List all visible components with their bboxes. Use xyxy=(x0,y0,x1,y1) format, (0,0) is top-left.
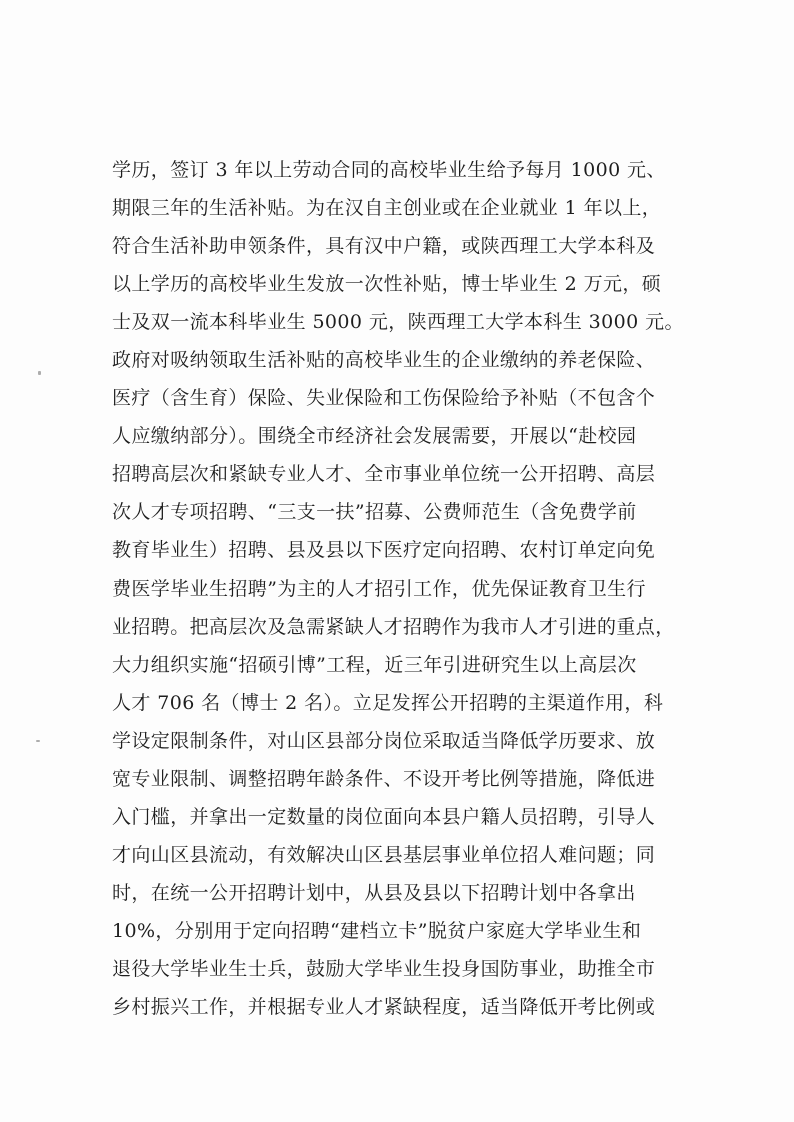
text-line: 教育毕业生）招聘、县及县以下医疗定向招聘、农村订单定向免 xyxy=(112,539,656,562)
scan-speck xyxy=(36,740,40,742)
text-line: 符合生活补助申领条件，具有汉中户籍，或陕西理工大学本科及 xyxy=(112,235,656,258)
text-line: 士及双一流本科毕业生 5000 元，陕西理工大学本科生 3000 元。 xyxy=(112,311,684,334)
text-line: 学设定限制条件，对山区县部分岗位采取适当降低学历要求、放 xyxy=(112,729,656,752)
text-line: 期限三年的生活补贴。为在汉自主创业或在企业就业 1 年以上， xyxy=(112,197,662,220)
text-line: 次人才专项招聘、“三支一扶”招募、公费师范生（含免费学前 xyxy=(112,501,637,524)
text-line: 招聘高层次和紧缺专业人才、全市事业单位统一公开招聘、高层 xyxy=(112,463,656,486)
text-line: 费医学毕业生招聘”为主的人才招引工作，优先保证教育卫生行 xyxy=(112,577,646,600)
text-line: 才向山区县流动，有效解决山区县基层事业单位招人难问题；同 xyxy=(112,843,656,866)
text-line: 学历，签订 3 年以上劳动合同的高校毕业生给予每月 1000 元、 xyxy=(112,159,666,181)
text-line: 政府对吸纳领取生活补贴的高校毕业生的企业缴纳的养老保险、 xyxy=(112,349,656,372)
text-line: 医疗（含生育）保险、失业保险和工伤保险给予补贴（不包含个 xyxy=(112,387,656,410)
scan-speck xyxy=(38,371,41,375)
text-line: 时，在统一公开招聘计划中，从县及县以下招聘计划中各拿出 xyxy=(112,881,636,904)
text-line: 大力组织实施“招硕引博”工程，近三年引进研究生以上高层次 xyxy=(112,653,637,676)
text-line: 人应缴纳部分）。围绕全市经济社会发展需要，开展以“赴校园 xyxy=(112,425,637,448)
text-line: 以上学历的高校毕业生发放一次性补贴，博士毕业生 2 万元，硕 xyxy=(112,273,662,296)
text-line: 宽专业限制、调整招聘年龄条件、不设开考比例等措施，降低进 xyxy=(112,767,656,790)
text-line: 入门槛，并拿出一定数量的岗位面向本县户籍人员招聘，引导人 xyxy=(112,805,656,828)
text-line: 乡村振兴工作，并根据专业人才紧缺程度，适当降低开考比例或 xyxy=(112,996,656,1019)
text-line: 10%，分别用于定向招聘“建档立卡”脱贫户家庭大学毕业生和 xyxy=(112,919,642,942)
text-line: 人才 706 名（博士 2 名）。立足发挥公开招聘的主渠道作用，科 xyxy=(112,691,664,714)
body-text xyxy=(112,151,712,1026)
text-line: 业招聘。把高层次及急需紧缺人才招聘作为我市人才引进的重点， xyxy=(112,615,675,638)
text-line: 退役大学毕业生士兵，鼓励大学毕业生投身国防事业，助推全市 xyxy=(112,957,656,980)
